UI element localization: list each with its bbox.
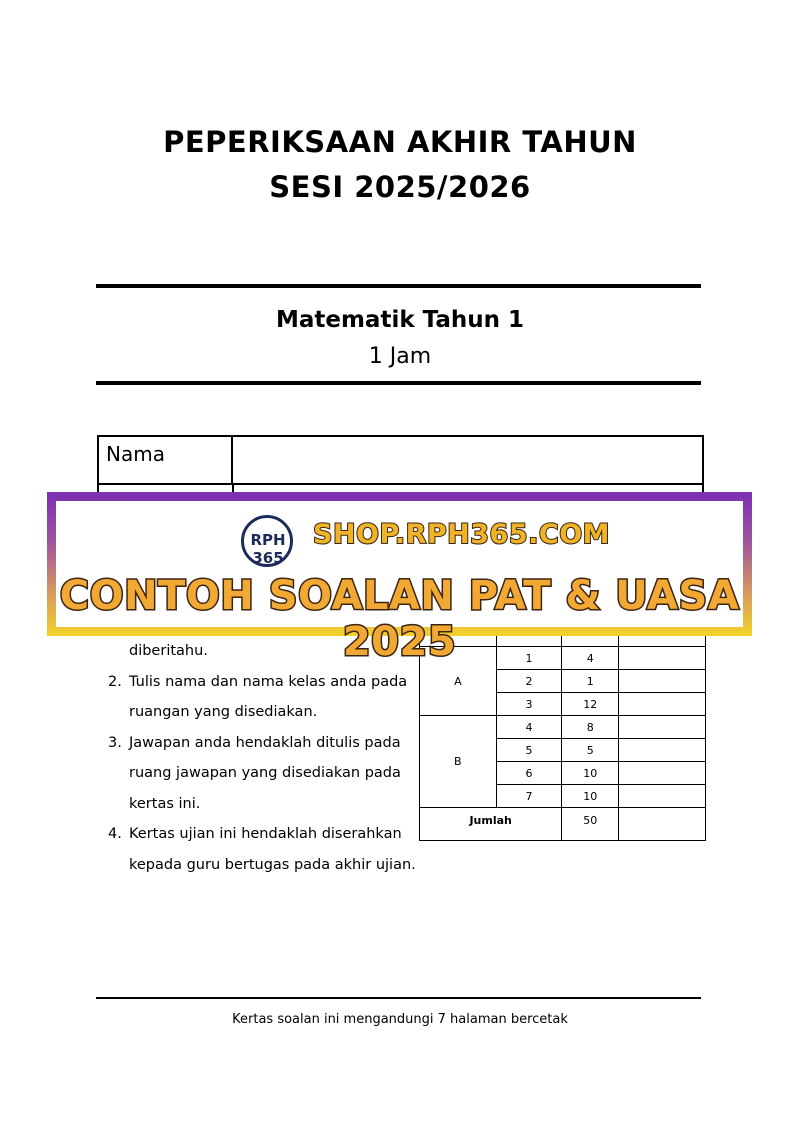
shop-url: SHOP.RPH365.COM — [313, 519, 611, 550]
total-label: Jumlah — [420, 808, 562, 841]
question-number: 5 — [496, 739, 562, 762]
name-label: Nama — [99, 437, 233, 483]
divider-top — [96, 284, 701, 288]
exam-duration: 1 Jam — [368, 344, 432, 369]
instruction-line — [108, 850, 416, 881]
footer-note: Kertas soalan ini mengandungi 7 halaman bercetak — [232, 1012, 568, 1027]
instruction-text: Tulis nama dan nama kelas anda pada — [129, 673, 408, 690]
obtained-marks-cell — [619, 693, 706, 716]
question-number: 6 — [496, 762, 562, 785]
obtained-marks-cell — [619, 785, 706, 808]
instruction-text: kertas ini. — [129, 795, 201, 812]
instruction-number: 2. — [108, 673, 122, 690]
instruction-line — [108, 819, 408, 850]
full-marks: 10 — [562, 785, 619, 808]
instruction-line — [108, 758, 408, 789]
promo-headline: CONTOH SOALAN PAT & UASA 2025 — [59, 573, 740, 665]
question-number: 1 — [496, 647, 562, 670]
full-marks: 4 — [562, 647, 619, 670]
exam-session: SESI 2025/2026 — [269, 170, 531, 204]
subject-title: Matematik Tahun 1 — [275, 307, 525, 333]
question-number: 3 — [496, 693, 562, 716]
instruction-line — [108, 697, 408, 728]
total-marks: 50 — [562, 808, 619, 841]
question-number: 2 — [496, 670, 562, 693]
full-marks: 5 — [562, 739, 619, 762]
instruction-text: Kertas ujian ini hendaklah diserahkan — [129, 826, 402, 842]
instruction-text: ruangan yang disediakan. — [129, 704, 318, 720]
full-marks: 12 — [562, 693, 619, 716]
divider-bottom — [96, 997, 701, 999]
obtained-marks-cell — [619, 762, 706, 785]
table-row — [420, 716, 706, 739]
name-field-row — [97, 435, 704, 485]
instruction-number: 4. — [108, 826, 122, 842]
question-number: 7 — [496, 785, 562, 808]
obtained-marks-cell — [619, 670, 706, 693]
total-obtained-cell — [619, 808, 706, 841]
instruction-text: Jawapan anda hendaklah ditulis pada — [129, 734, 401, 751]
divider-middle — [96, 381, 701, 385]
instruction-line — [108, 789, 408, 820]
instruction-text: diberitahu. — [129, 643, 208, 659]
section-b-label: B — [420, 716, 497, 808]
instruction-line — [108, 728, 408, 759]
full-marks: 10 — [562, 762, 619, 785]
full-marks: 8 — [562, 716, 619, 739]
instruction-text: kepada guru bertugas pada akhir ujian. — [129, 856, 416, 873]
logo-text: RPH 365 — [250, 531, 286, 567]
obtained-marks-cell — [619, 716, 706, 739]
rph365-logo-icon — [241, 515, 293, 567]
instructions-list — [108, 636, 416, 880]
instruction-text: ruang jawapan yang disediakan pada — [129, 765, 401, 781]
full-marks: 1 — [562, 670, 619, 693]
instruction-line — [108, 667, 408, 698]
question-number: 4 — [496, 716, 562, 739]
exam-title: PEPERIKSAAN AKHIR TAHUN — [163, 125, 637, 159]
section-a-label: A — [420, 647, 497, 716]
obtained-marks-cell — [619, 739, 706, 762]
total-row — [420, 808, 706, 841]
instruction-number: 3. — [108, 734, 122, 751]
